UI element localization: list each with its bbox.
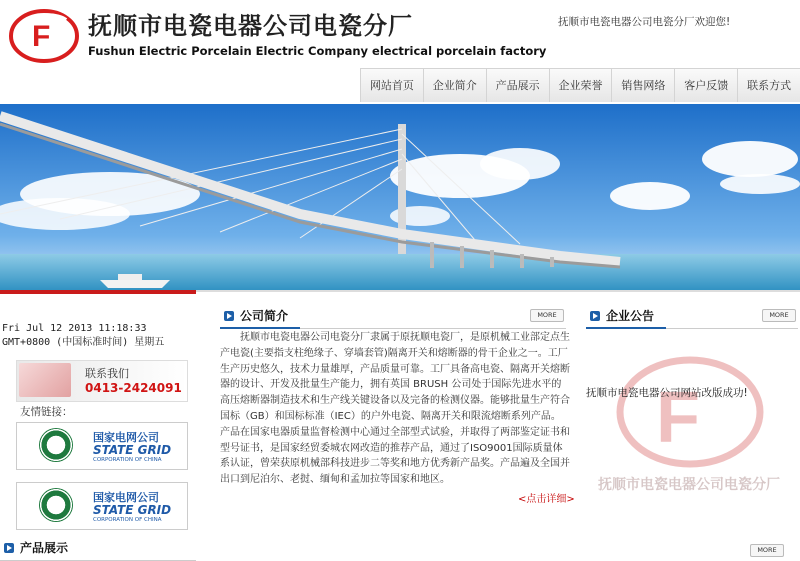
state-grid-sub: CORPORATION OF CHINA xyxy=(93,517,162,523)
watermark-logo xyxy=(598,350,788,480)
current-datetime: Fri Jul 12 2013 11:18:33 GMT+0800 (中国标准时间) 星期五 xyxy=(2,323,165,348)
bridge-banner-image xyxy=(0,104,800,292)
nav-sales-network[interactable]: 销售网络 xyxy=(611,68,674,102)
intro-title: 公司简介 xyxy=(240,309,289,323)
section-arrow-icon xyxy=(590,311,600,321)
notice-text[interactable]: 抚顺市电瓷电器公司网站改版成功! xyxy=(586,387,748,399)
main-nav xyxy=(360,68,800,102)
state-grid-name-cn: 国家电网公司 xyxy=(93,491,159,504)
section-underline xyxy=(220,327,300,329)
banner-divider-line xyxy=(196,290,800,292)
nav-home[interactable]: 网站首页 xyxy=(360,68,423,102)
contact-phone-number: 0413-2424091 xyxy=(85,381,182,395)
state-grid-link-2[interactable] xyxy=(16,482,188,530)
state-grid-emblem-icon xyxy=(39,428,73,462)
contact-phone-image xyxy=(19,363,71,397)
nav-products[interactable]: 产品展示 xyxy=(486,68,549,102)
section-underline xyxy=(586,327,666,329)
nav-feedback[interactable]: 客户反馈 xyxy=(674,68,737,102)
site-header xyxy=(0,0,800,66)
notice-title: 企业公告 xyxy=(606,309,655,323)
state-grid-sub: CORPORATION OF CHINA xyxy=(93,457,162,463)
nav-about[interactable]: 企业简介 xyxy=(423,68,486,102)
nav-honors[interactable]: 企业荣誉 xyxy=(549,68,612,102)
contact-box[interactable] xyxy=(16,360,188,402)
state-grid-emblem-icon xyxy=(39,488,73,522)
state-grid-name-cn: 国家电网公司 xyxy=(93,431,159,444)
friend-links-title: 友情链接： xyxy=(20,406,73,418)
intro-section-header xyxy=(220,306,566,329)
svg-text:F: F xyxy=(656,378,700,458)
watermark-text: 抚顺市电瓷电器公司电瓷分厂 xyxy=(598,477,780,493)
welcome-text: 抚顺市电瓷电器公司电瓷分厂欢迎您! xyxy=(558,16,731,28)
banner-accent-line xyxy=(0,290,196,294)
products-title: 产品展示 xyxy=(20,541,69,555)
svg-text:F: F xyxy=(32,20,51,53)
nav-contact[interactable]: 联系方式 xyxy=(737,68,800,102)
state-grid-name-en: STATE GRID xyxy=(93,443,172,457)
company-title: 抚顺市电瓷电器公司电瓷分厂 xyxy=(88,12,413,40)
section-arrow-icon xyxy=(224,311,234,321)
notice-more-button[interactable]: MORE xyxy=(762,309,796,322)
intro-detail-link[interactable]: <点击详细> xyxy=(518,494,575,505)
products-more-button[interactable]: MORE xyxy=(750,544,784,557)
products-section-header xyxy=(0,538,196,561)
state-grid-name-en: STATE GRID xyxy=(93,503,172,517)
company-title-en: Fushun Electric Porcelain Electric Company electrical porcelain factory xyxy=(88,44,547,58)
company-logo xyxy=(8,8,84,64)
notice-section-header xyxy=(586,306,798,329)
contact-title: 联系我们 xyxy=(85,367,129,380)
intro-text: 抚顺市电瓷电器公司电瓷分厂隶属于原抚顺电瓷厂，是原机械工业部定点生产电瓷(主要指支柱绝缘子、穿墙套管)隔离开关和熔断器的骨干企业之一。工厂生产历史悠久，技术力量雄厚，产品质量可靠。工厂具备高电瓷、隔离开关熔断器的设计、开发及批量生产能力，拥有英国 BRUSH 公司处于国际先进水平的高压熔断器制造技术和生产线关键设备以及完备的检测仪器。能够批量生产符合国标（GB）和国标标准（IEC）的户外电瓷、隔离开关和限流熔断系列产品。产品在国家电器质量监督检测中心通过全部型式试验，并取得了两部鉴定证书和型号证书，是国家经贸委城农网改造的推荐产品，通过了ISO9001国际质量体系认证，曾荣获原机械部科技进步二等奖和地方优秀新产品奖。产品遍及全国并出口到尼泊尔、老挝、缅甸和孟加拉等国家和地区。 xyxy=(220,332,570,486)
intro-more-button[interactable]: MORE xyxy=(530,309,564,322)
state-grid-link-1[interactable] xyxy=(16,422,188,470)
